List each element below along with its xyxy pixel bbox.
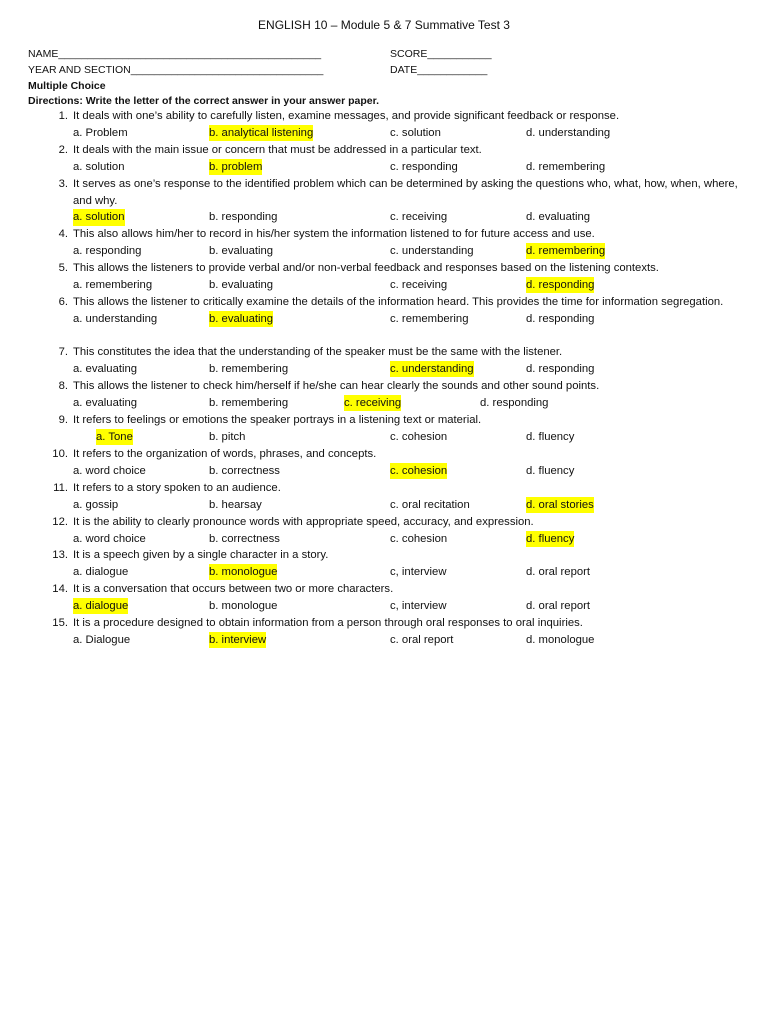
answer-option: d. fluency bbox=[526, 430, 575, 443]
answer-option: a. dialogue bbox=[73, 565, 129, 578]
year-section-field: YEAR AND SECTION_________________________________ bbox=[28, 64, 324, 76]
answer-option: d. fluency bbox=[526, 464, 575, 477]
question-item bbox=[46, 547, 746, 581]
question-number: 15. bbox=[52, 617, 68, 629]
answer-options bbox=[46, 497, 746, 514]
highlighted-answer-option: b. interview bbox=[209, 632, 266, 649]
answer-option: b. correctness bbox=[209, 464, 280, 477]
answer-option: b. remembering bbox=[209, 362, 289, 375]
answer-options bbox=[46, 429, 746, 446]
answer-option: a. gossip bbox=[73, 498, 119, 511]
question-item bbox=[46, 412, 746, 446]
answer-options bbox=[46, 209, 746, 226]
highlighted-answer-option: b. evaluating bbox=[209, 311, 273, 328]
highlighted-answer-option: b. analytical listening bbox=[209, 125, 313, 142]
highlighted-answer-option: d. fluency bbox=[526, 531, 574, 548]
answer-option: a. solution bbox=[73, 160, 125, 173]
answer-option: d. monologue bbox=[526, 633, 595, 646]
question-number: 4. bbox=[58, 228, 68, 240]
answer-option: b. responding bbox=[209, 211, 278, 223]
highlighted-answer-option: d. responding bbox=[526, 277, 594, 294]
answer-option: c. responding bbox=[390, 160, 458, 173]
date-field: DATE____________ bbox=[390, 64, 488, 76]
highlighted-answer-option: c. understanding bbox=[390, 361, 474, 378]
question-item bbox=[46, 378, 746, 412]
question-item bbox=[46, 294, 746, 328]
question-text: It refers to a story spoken to an audience. bbox=[73, 482, 281, 494]
answer-options bbox=[46, 463, 746, 480]
question-item bbox=[46, 581, 746, 615]
answer-option: a. responding bbox=[73, 244, 142, 257]
answer-option: d. evaluating bbox=[526, 211, 591, 223]
answer-option: a. evaluating bbox=[73, 362, 138, 375]
highlighted-answer-option: a. dialogue bbox=[73, 598, 128, 615]
answer-options bbox=[46, 125, 746, 142]
answer-option: a. remembering bbox=[73, 278, 153, 291]
question-item bbox=[46, 446, 746, 480]
question-text: It refers to feelings or emotions the speaker portrays in a listening text or material. bbox=[73, 414, 482, 426]
question-text: It is a procedure designed to obtain information from a person through oral responses to oral inquiries. bbox=[73, 617, 583, 629]
question-text: This allows the listener to critically examine the details of the information heard. This provides the time for information segregation. bbox=[73, 296, 724, 308]
section-heading: Multiple Choice bbox=[28, 80, 106, 92]
answer-options bbox=[46, 395, 746, 412]
question-item bbox=[46, 142, 746, 176]
answer-option: c. cohesion bbox=[390, 532, 448, 545]
answer-option: d. responding bbox=[526, 362, 595, 375]
question-item bbox=[46, 615, 746, 649]
answer-option: c, interview bbox=[390, 565, 447, 578]
answer-option: c. receiving bbox=[390, 278, 448, 291]
answer-option: b. hearsay bbox=[209, 498, 262, 511]
question-number: 7. bbox=[58, 346, 68, 358]
question-item bbox=[46, 480, 746, 514]
answer-option: b. correctness bbox=[209, 532, 280, 545]
question-text: It refers to the organization of words, phrases, and concepts. bbox=[73, 448, 377, 460]
question-text: This also allows him/her to record in his/her system the information listened to for future access and use. bbox=[73, 228, 595, 240]
score-field: SCORE___________ bbox=[390, 48, 492, 60]
question-text: It serves as one’s response to the identified problem which can be determined by asking the questions who, what, how, when, where, and why. bbox=[73, 178, 738, 207]
answer-options bbox=[46, 531, 746, 548]
question-text: This allows the listener to check him/herself if he/she can hear clearly the sounds and other sound points. bbox=[73, 380, 600, 392]
name-field: NAME_____________________________________________ bbox=[28, 48, 322, 60]
page-title: ENGLISH 10 – Module 5 & 7 Summative Test 3 bbox=[258, 18, 510, 32]
question-number: 10. bbox=[52, 448, 68, 460]
answer-option: d. oral report bbox=[526, 565, 591, 578]
answer-options bbox=[46, 243, 746, 260]
answer-options bbox=[46, 277, 746, 294]
answer-option: c, interview bbox=[390, 599, 447, 612]
highlighted-answer-option: a. Tone bbox=[96, 429, 133, 446]
question-number: 1. bbox=[58, 110, 68, 122]
highlighted-answer-option: d. oral stories bbox=[526, 497, 594, 514]
answer-option: a. understanding bbox=[73, 312, 158, 325]
highlighted-answer-option: c. receiving bbox=[344, 395, 401, 412]
answer-options bbox=[46, 598, 746, 615]
answer-option: b. evaluating bbox=[209, 278, 274, 291]
question-text: It deals with one’s ability to carefully listen, examine messages, and provide significant feedback or response. bbox=[73, 110, 620, 122]
answer-options bbox=[46, 311, 746, 328]
question-number: 3. bbox=[58, 178, 68, 190]
answer-option: b. evaluating bbox=[209, 244, 274, 257]
answer-option: c. cohesion bbox=[390, 430, 448, 443]
question-item bbox=[46, 344, 746, 378]
question-text: This allows the listeners to provide verbal and/or non-verbal feedback and responses based on the listening contexts. bbox=[73, 262, 659, 274]
answer-option: d. oral report bbox=[526, 599, 591, 612]
question-number: 13. bbox=[52, 549, 68, 561]
answer-option: c. oral report bbox=[390, 633, 454, 646]
question-number: 9. bbox=[58, 414, 68, 426]
question-item bbox=[46, 260, 746, 294]
question-number: 6. bbox=[58, 296, 68, 308]
highlighted-answer-option: c. cohesion bbox=[390, 463, 447, 480]
answer-option: a. evaluating bbox=[73, 396, 138, 409]
question-item bbox=[46, 226, 746, 260]
answer-options bbox=[46, 361, 746, 378]
answer-option: b. remembering bbox=[209, 396, 289, 409]
answer-options bbox=[46, 632, 746, 649]
answer-option: d. responding bbox=[526, 312, 595, 325]
answer-option: d. remembering bbox=[526, 160, 606, 173]
question-text: It is the ability to clearly pronounce words with appropriate speed, accuracy, and expression. bbox=[73, 516, 534, 528]
answer-option: b. pitch bbox=[209, 430, 246, 443]
answer-option: b. monologue bbox=[209, 599, 278, 612]
question-text: It is a conversation that occurs between two or more characters. bbox=[73, 583, 394, 595]
answer-option: c. remembering bbox=[390, 312, 469, 325]
answer-option: c. understanding bbox=[390, 244, 474, 257]
answer-options bbox=[46, 159, 746, 176]
question-number: 12. bbox=[52, 516, 68, 528]
answer-option: c. oral recitation bbox=[390, 498, 470, 511]
answer-option: d. responding bbox=[480, 396, 549, 409]
answer-options bbox=[46, 564, 746, 581]
question-number: 5. bbox=[58, 262, 68, 274]
question-number: 11. bbox=[53, 482, 68, 494]
question-item bbox=[46, 176, 746, 226]
question-text: This constitutes the idea that the understanding of the speaker must be the same with the listener. bbox=[73, 346, 563, 358]
highlighted-answer-option: b. problem bbox=[209, 159, 262, 176]
answer-option: a. Problem bbox=[73, 126, 128, 139]
highlighted-answer-option: a. solution bbox=[73, 209, 125, 226]
question-text: It is a speech given by a single character in a story. bbox=[73, 549, 329, 561]
question-item bbox=[46, 108, 746, 142]
answer-option: c. solution bbox=[390, 126, 441, 139]
answer-option: a. Dialogue bbox=[73, 633, 131, 646]
highlighted-answer-option: b. monologue bbox=[209, 564, 277, 581]
question-number: 8. bbox=[58, 380, 68, 392]
question-text: It deals with the main issue or concern that must be addressed in a particular text. bbox=[73, 144, 482, 156]
directions: Directions: Write the letter of the correct answer in your answer paper. bbox=[28, 95, 380, 107]
answer-option: a. word choice bbox=[73, 464, 146, 477]
answer-option: a. word choice bbox=[73, 532, 146, 545]
question-item bbox=[46, 514, 746, 548]
question-number: 14. bbox=[52, 583, 68, 595]
highlighted-answer-option: d. remembering bbox=[526, 243, 605, 260]
answer-option: c. receiving bbox=[390, 211, 448, 223]
question-number: 2. bbox=[58, 144, 68, 156]
answer-option: d. understanding bbox=[526, 126, 611, 139]
